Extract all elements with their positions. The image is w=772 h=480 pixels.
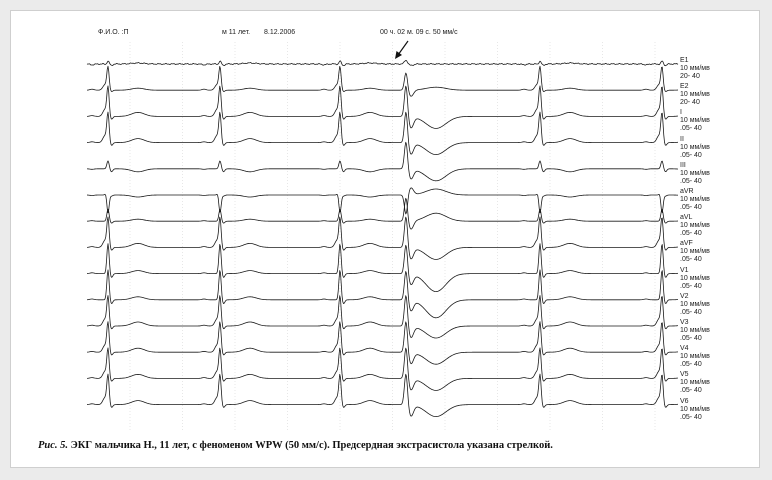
lead-label-v1 [680, 267, 710, 291]
lead-label-line3: .05- 40 [680, 361, 702, 369]
lead-label-line2: 10 мм/мв [680, 196, 710, 203]
lead-label-ii [680, 136, 710, 160]
lead-label-v6 [680, 398, 710, 422]
lead-label-line3: .05- 40 [680, 282, 702, 290]
lead-label-name: aVF [680, 240, 693, 248]
lead-label-v2 [680, 293, 710, 317]
lead-label-name: V1 [680, 266, 689, 274]
lead-label-name: V5 [680, 371, 689, 379]
lead-label-name: I [680, 109, 682, 117]
ecg-trace-e1 [87, 60, 678, 65]
lead-label-line3: .05- 40 [680, 256, 702, 264]
header-patient: Ф.И.О. :П [98, 29, 129, 36]
lead-label-line3: .05- 40 [680, 151, 702, 159]
ecg-trace-v3 [87, 295, 678, 338]
ecg-trace-v2 [87, 270, 678, 318]
ecg-trace-iii [87, 142, 678, 181]
lead-label-name: aVR [680, 188, 694, 195]
lead-label-name: E1 [680, 57, 689, 64]
ecg-trace-avf [87, 217, 678, 260]
lead-label-iii [680, 162, 710, 186]
ecg-trace-v1 [87, 244, 678, 292]
lead-label-name: II [680, 135, 684, 143]
lead-label-line3: .05- 40 [680, 335, 702, 342]
lead-label-line2: 10 мм/мв [680, 65, 710, 72]
ecg-traces [87, 60, 678, 416]
lead-label-line2: 10 мм/мв [680, 405, 710, 413]
lead-label-line2: 10 мм/мв [680, 117, 710, 125]
lead-label-name: V6 [680, 397, 689, 405]
lead-label-line3: 20- 40 [680, 73, 700, 80]
ecg-trace-v4 [87, 322, 678, 365]
figure-caption [38, 440, 553, 451]
lead-label-line2: 10 мм/мв [680, 327, 710, 334]
lead-label-line2: 10 мм/мв [680, 143, 710, 151]
lead-label-line2: 10 мм/мв [680, 353, 710, 361]
lead-label-line3: .05- 40 [680, 308, 702, 316]
caption-text: ЭКГ мальчика Н., 11 лет, с феноменом WPW (50 мм/с). Предсердная экстрасистола указана стрелкой. [70, 440, 553, 451]
lead-label-line2: 10 мм/мв [680, 379, 710, 387]
lead-label-line2: 10 мм/мв [680, 91, 710, 99]
lead-label-v3 [680, 319, 710, 343]
lead-label-line3: .05- 40 [680, 413, 702, 421]
ecg-trace-v6 [87, 374, 678, 417]
lead-label-name: V2 [680, 292, 689, 300]
ecg-grid [130, 42, 655, 432]
caption-figure-number: Рис. 5. [38, 440, 69, 451]
header-age: м 11 лет. [222, 29, 251, 36]
lead-label-name: aVL [680, 214, 693, 222]
lead-label-avf [680, 240, 710, 264]
lead-label-i [680, 109, 710, 133]
lead-label-line3: .05- 40 [680, 125, 702, 133]
ecg-trace-v5 [87, 348, 678, 391]
ecg-trace-e2 [87, 66, 678, 96]
lead-label-name: V4 [680, 345, 689, 353]
lead-label-line2: 10 мм/мв [680, 222, 710, 230]
lead-label-line3: .05- 40 [680, 204, 702, 211]
lead-label-line2: 10 мм/мв [680, 248, 710, 256]
lead-label-line2: 10 мм/мв [680, 300, 710, 308]
lead-label-line2: 10 мм/мв [680, 274, 710, 282]
lead-label-name: E2 [680, 83, 689, 91]
lead-label-e1 [680, 57, 710, 81]
lead-label-line2: 10 мм/мв [680, 169, 710, 177]
lead-label-avr [680, 188, 710, 212]
lead-label-line3: .05- 40 [680, 177, 702, 185]
ecg-trace-avr [87, 188, 678, 214]
lead-label-line3: 20- 40 [680, 99, 700, 107]
lead-label-line3: .05- 40 [680, 387, 702, 395]
header-date: 8.12.2006 [264, 29, 296, 36]
lead-label-line3: .05- 40 [680, 230, 702, 238]
lead-label-v5 [680, 371, 710, 395]
lead-label-name: III [680, 161, 686, 169]
lead-label-name: V3 [680, 319, 689, 326]
lead-label-v4 [680, 345, 710, 369]
lead-label-avl [680, 214, 710, 238]
arrow-icon [395, 41, 408, 59]
header-time: 00 ч. 02 м. 09 с. 50 мм/с [380, 29, 458, 36]
ecg-trace-ii [87, 112, 678, 155]
ecg-trace-avl [87, 198, 678, 229]
ecg-trace-i [87, 86, 678, 129]
lead-label-e2 [680, 83, 710, 107]
